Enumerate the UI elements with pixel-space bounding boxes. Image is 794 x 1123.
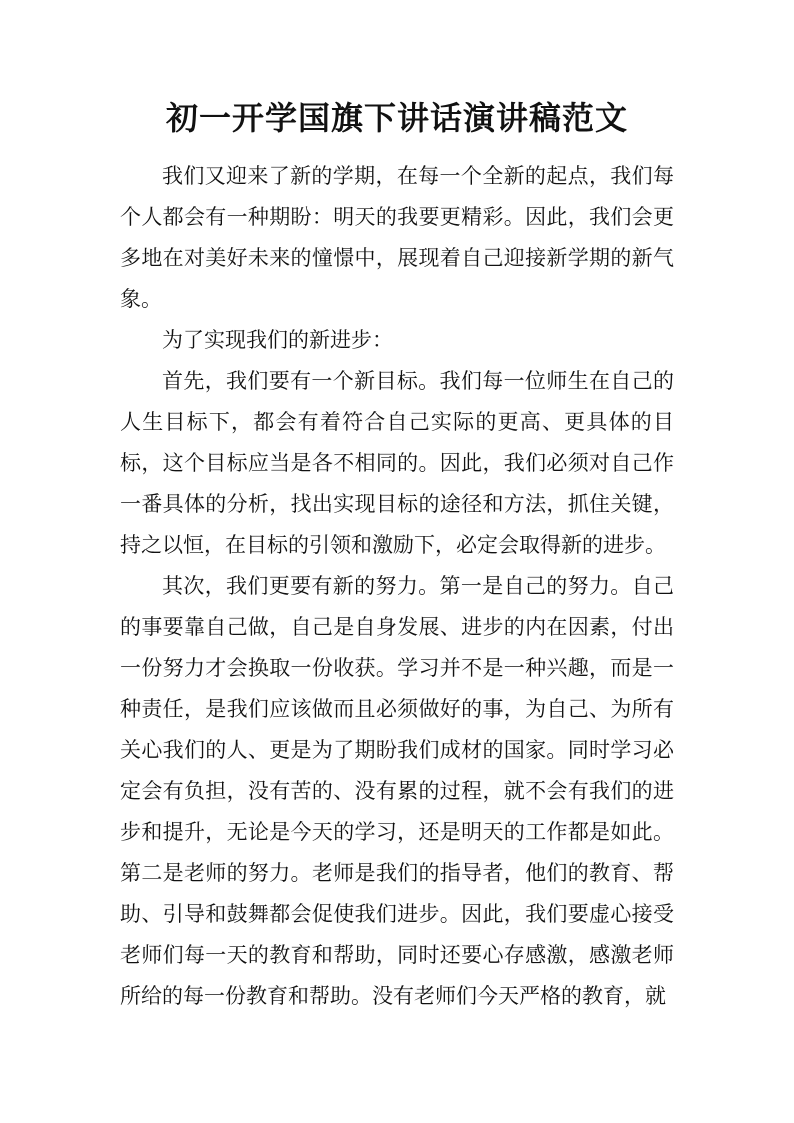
document-body: [120, 156, 674, 1017]
paragraph-lead-in: 为了实现我们的新进步：: [162, 328, 393, 352]
paragraph-first-point: 首先，我们要有一个新目标。我们每一位师生在自己的人生目标下，都会有着符合自己实际的更高、更具体的目标，这个目标应当是各不相同的。因此，我们必须对自己作一番具体的分析，找出实现目标的途径和方法，抓住关键，持之以恒，在目标的引领和激励下，必定会取得新的进步。: [120, 369, 674, 557]
document-title: 初一开学国旗下讲话演讲稿范文: [165, 99, 628, 137]
paragraph-second-point: 其次，我们更要有新的努力。第一是自己的努力。自己的事要靠自己做，自己是自身发展、进步的内在因素，付出一份努力才会换取一份收获。学习并不是一种兴趣，而是一种责任，是我们应该做而且必须做好的事，为自己、为所有关心我们的人、更是为了期盼我们成材的国家。同时学习必定会有负担，没有苦的、没有累的过程，就不会有我们的进步和提升，无论是今天的学习，还是明天的工作都是如此。第二是老师的努力。老师是我们的指导者，他们的教育、帮助、引导和鼓舞都会促使我们进步。因此，我们要虚心接受老师们每一天的教育和帮助，同时还要心存感激，感激老师所给的每一份教育和帮助。没有老师们今天严格的教育，就: [120, 574, 674, 1008]
paragraph-intro: 我们又迎来了新的学期，在每一个全新的起点，我们每个人都会有一种期盼：明天的我要更精彩。因此，我们会更多地在对美好未来的憧憬中，展现着自己迎接新学期的新气象。: [120, 164, 674, 311]
